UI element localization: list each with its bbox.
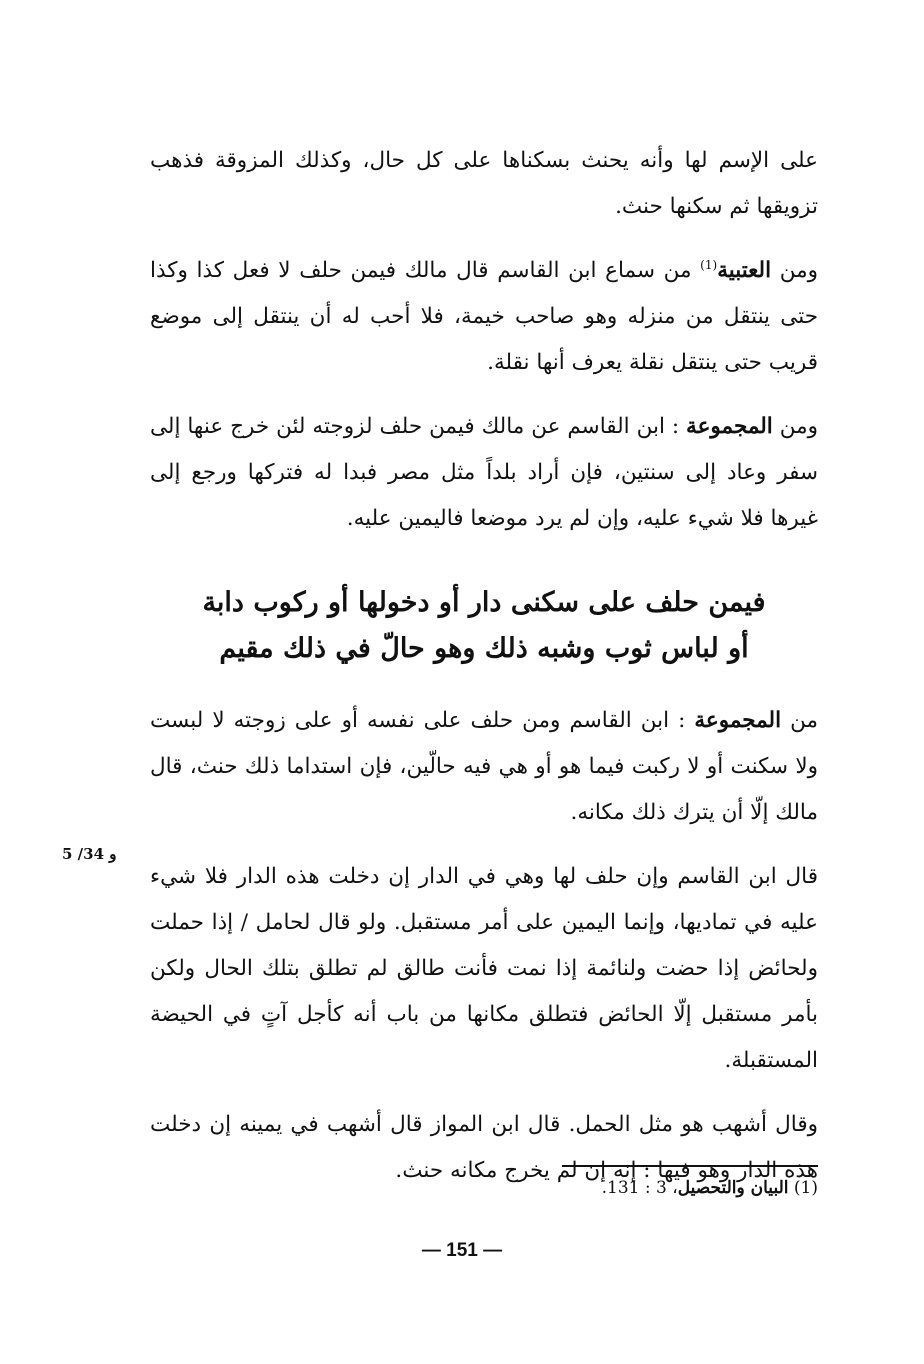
manuscript-folio-note: 5 /34 و	[62, 845, 117, 863]
page-body	[150, 138, 818, 1212]
paragraph-prefix: من	[781, 708, 818, 733]
footnote	[602, 1176, 818, 1200]
paragraph-3	[150, 404, 818, 542]
footnote-ref: ، 3 : 131.	[601, 1178, 678, 1198]
page-number: — 151 —	[421, 1240, 503, 1261]
paragraph-1	[150, 138, 818, 230]
source-name: العتبية	[717, 258, 772, 283]
paragraph-text: : ابن القاسم عن مالك فيمن حلف لزوجته لئن خرج عنها إلى سفر وعاد إلى سنتين، فإن أراد بلداً مثل مصر فبدا له فتركها ورجع إلى غيرها فلا شيء عليه، وإن لم يرد موضعا فاليمين عليه.	[150, 414, 818, 531]
paragraph-2	[150, 248, 818, 386]
paragraph-text: : ابن القاسم ومن حلف على نفسه أو على زوجته لا لبست ولا سكنت أو لا ركبت فيما هو أو هي فيه حالّين، فإن استداما ذلك حنث، قال مالك إلّا أن يترك ذلك مكانه.	[150, 708, 818, 825]
paragraph-text: من سماع ابن القاسم قال مالك فيمن حلف لا فعل كذا وكذا حتى ينتقل من منزله وهو صاحب خيمة، فلا أحب له أن ينتقل إلى موضع قريب حتى ينتقل نقلة يعرف أنها نقلة.	[150, 258, 818, 375]
paragraph-text: على الإسم لها وأنه يحنث بسكناها على كل حال، وكذلك المزوقة فذهب تزويقها ثم سكنها حنث.	[150, 148, 818, 219]
paragraph-text: وقال أشهب هو مثل الحمل. قال ابن المواز قال أشهب في يمينه إن دخلت هذه الدار وهو فيها : إنه إن لم يخرج مكانه حنث.	[150, 1112, 818, 1183]
paragraph-text: قال ابن القاسم وإن حلف لها وهي في الدار إن دخلت هذه الدار فلا شيء عليه في تماديها، وإنما اليمين على أمر مستقبل. ولو قال لحامل / إذا حملت ولحائض إذا حضت ولنائمة إذا نمت فأنت طالق لم تطلق بتلك الحال ولكن بأمر مستقبل إلّا الحائض فتطلق مكانها من باب أنه كأجل آتٍ في الحيضة المستقبلة.	[150, 864, 818, 1073]
paragraph-prefix: ومن	[771, 258, 818, 283]
source-name: المجموعة	[694, 708, 782, 733]
heading-line-2: أو لباس ثوب وشبه ذلك وهو حالّ في ذلك مقيم	[219, 633, 749, 664]
footnote-divider	[562, 1165, 818, 1167]
paragraph-4	[150, 698, 818, 836]
section-heading	[150, 580, 818, 672]
heading-line-1: فيمن حلف على سكنى دار أو دخولها أو ركوب دابة	[202, 587, 766, 618]
footnote-number: (1)	[793, 1178, 818, 1198]
paragraph-5	[150, 854, 818, 1084]
paragraph-prefix: ومن	[772, 414, 818, 439]
source-name: المجموعة	[686, 414, 773, 439]
footnote-source: البيان والتحصيل	[677, 1178, 789, 1198]
footnote-marker: (1)	[700, 257, 718, 272]
